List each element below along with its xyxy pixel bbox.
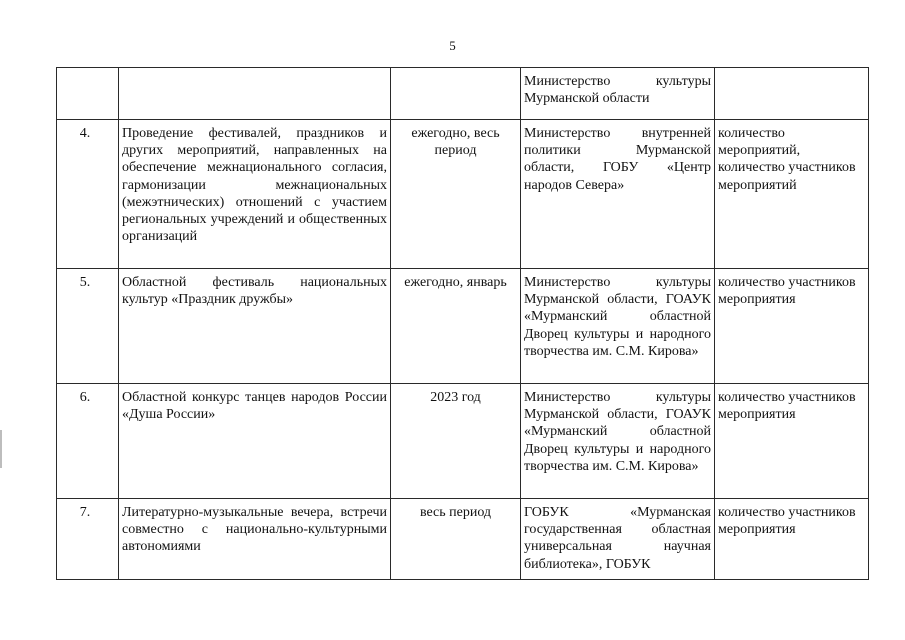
events-table-container [56, 67, 868, 580]
scan-edge-mark [0, 430, 2, 468]
page-number: 5 [449, 38, 456, 53]
indicator-cell [715, 68, 869, 120]
row-number: 5. [57, 269, 119, 384]
row-number: 6. [57, 384, 119, 499]
period-cell: 2023 год [391, 384, 521, 499]
period-cell: ежегодно, январь [391, 269, 521, 384]
table-row [57, 68, 869, 120]
period-cell: весь период [391, 499, 521, 580]
event-cell: Областной фестиваль национальных культур «Праздник дружбы» [119, 269, 391, 384]
executor-cell: ГОБУК «Мурманская государственная областная универсальная научная библиотека», ГОБУК [521, 499, 715, 580]
indicator-cell: количество участников мероприятия [715, 269, 869, 384]
row-number: 4. [57, 120, 119, 269]
table-row [57, 120, 869, 269]
row-number: 7. [57, 499, 119, 580]
events-table [56, 67, 869, 580]
executor-cell: Министерство внутренней политики Мурманской области, ГОБУ «Центр народов Севера» [521, 120, 715, 269]
indicator-cell: количество участников мероприятия [715, 384, 869, 499]
executor-cell: Министерство культуры Мурманской области [521, 68, 715, 120]
table-row [57, 269, 869, 384]
period-cell [391, 68, 521, 120]
table-row [57, 499, 869, 580]
indicator-cell: количество участников мероприятия [715, 499, 869, 580]
indicator-cell: количество мероприятий, количество участников мероприятий [715, 120, 869, 269]
row-number [57, 68, 119, 120]
table-row [57, 384, 869, 499]
event-cell: Проведение фестивалей, праздников и других мероприятий, направленных на обеспечение межнационального согласия, гармонизации межнациональных (межэтнических) отношений с участием региональных учреждений и общественных организаций [119, 120, 391, 269]
executor-cell: Министерство культуры Мурманской области, ГОАУК «Мурманский областной Дворец культуры и народного творчества им. С.М. Кирова» [521, 384, 715, 499]
event-cell: Литературно-музыкальные вечера, встречи совместно с национально-культурными автономиями [119, 499, 391, 580]
event-cell [119, 68, 391, 120]
executor-cell: Министерство культуры Мурманской области, ГОАУК «Мурманский областной Дворец культуры и народного творчества им. С.М. Кирова» [521, 269, 715, 384]
event-cell: Областной конкурс танцев народов России «Душа России» [119, 384, 391, 499]
period-cell: ежегодно, весь период [391, 120, 521, 269]
